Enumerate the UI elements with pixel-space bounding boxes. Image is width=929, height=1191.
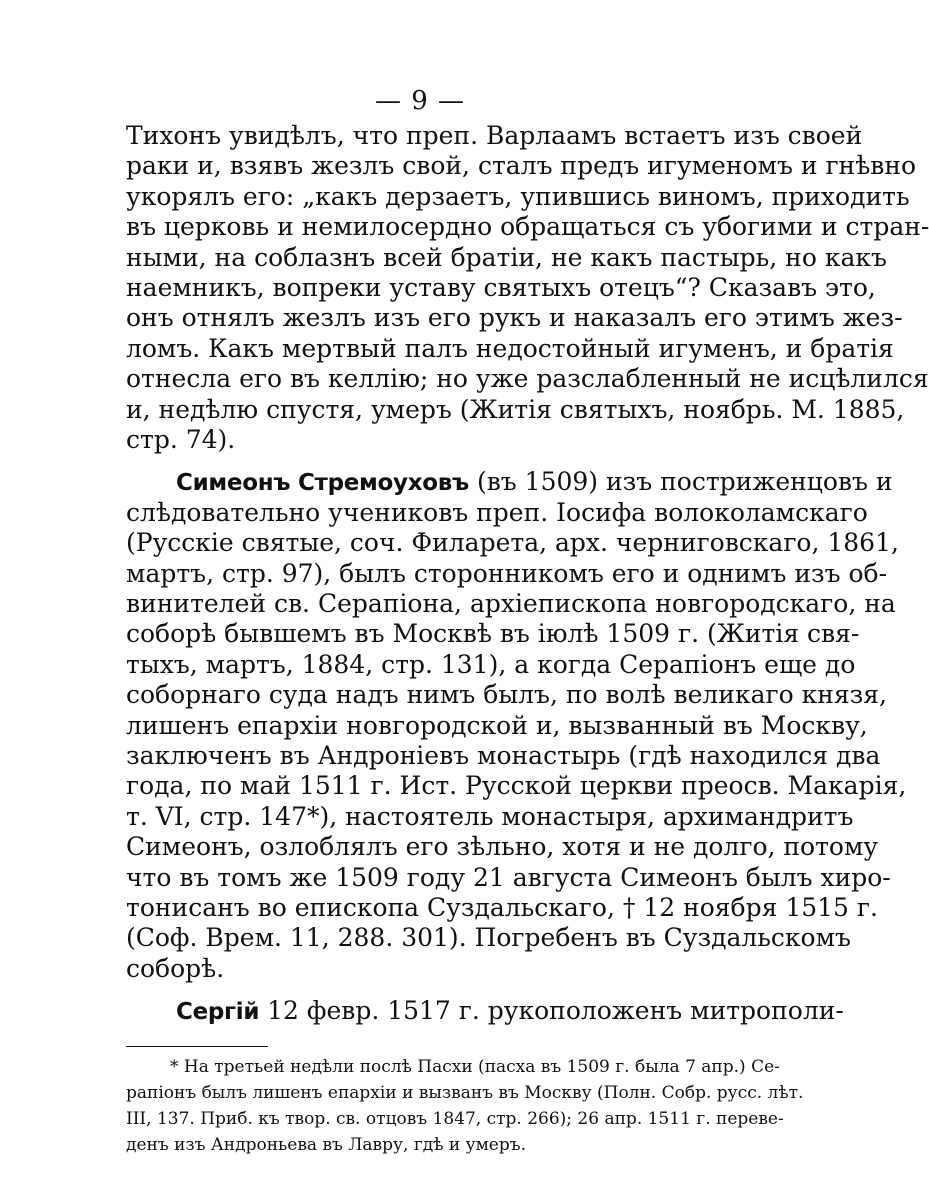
person-name-sergii: Сергій (176, 999, 260, 1025)
text-line: мартъ, стр. 97), былъ сторонникомъ его и однимъ изъ об- (126, 559, 888, 588)
text-line: стр. 74). (126, 425, 236, 454)
text-line: (Русскіе святые, соч. Филарета, арх. черниговскаго, 1861, (126, 528, 899, 557)
footnote-rule (126, 1046, 268, 1047)
page-number: — 9 — (374, 86, 466, 116)
footnote-line: рапіонъ былъ лишенъ епархіи и вызванъ въ Москву (Полн. Собр. русс. лѣт. (126, 1083, 804, 1103)
text-line: Тихонъ увидѣлъ, что преп. Варлаамъ встаетъ изъ своей (126, 121, 863, 150)
text-line: наемникъ, вопреки уставу святыхъ отецъ“? Сказавъ это, (126, 273, 876, 302)
paragraph-first-line (126, 996, 844, 1027)
text-line: Симеонъ, озлоблялъ его зѣльно, хотя и не долго, потому (126, 832, 879, 861)
text-line: соборѣ. (126, 954, 225, 983)
footnote-line: III, 137. Приб. къ твор. св. отцовъ 1847, стр. 266); 26 апр. 1511 г. переве- (126, 1109, 784, 1129)
text-line: слѣдовательно учениковъ преп. Іосифа волоколамскаго (126, 498, 868, 527)
text-line: заключенъ въ Андроніевъ монастырь (гдѣ находился два (126, 741, 881, 770)
text-line: тонисанъ во епископа Суздальскаго, † 12 ноября 1515 г. (126, 893, 878, 922)
footnote-line: * На третьей недѣли послѣ Пасхи (пасха въ 1509 г. была 7 апр.) Се- (170, 1057, 780, 1077)
text-line: тыхъ, мартъ, 1884, стр. 131), а когда Серапіонъ еще до (126, 650, 856, 679)
text-line: и, недѣлю спустя, умеръ (Житія святыхъ, ноябрь. М. 1885, (126, 395, 905, 424)
text-line: онъ отнялъ жезлъ изъ его рукъ и наказалъ его этимъ жез- (126, 303, 903, 332)
text-line: что въ томъ же 1509 году 21 августа Симеонъ былъ хиро- (126, 863, 891, 892)
text-line: ными, на соблазнъ всей братіи, не какъ пастырь, но какъ (126, 243, 887, 272)
paragraph-first-line (126, 467, 893, 498)
footnote-line: денъ изъ Андроньева въ Лавру, гдѣ и умеръ. (126, 1135, 526, 1155)
text-line: соборнаго суда надъ нимъ былъ, по волѣ великаго князя, (126, 680, 887, 709)
text-line: (Соф. Врем. 11, 288. 301). Погребенъ въ Суздальскомъ (126, 923, 851, 952)
text-line: ломъ. Какъ мертвый палъ недостойный игуменъ, и братія (126, 334, 894, 363)
text-line: т. VI, стр. 147*), настоятель монастыря, архимандритъ (126, 802, 854, 831)
text-run: 12 февр. 1517 г. рукоположенъ митрополи- (259, 996, 844, 1025)
text-run: (въ 1509) изъ постриженцовъ и (469, 467, 893, 496)
text-line: года, по май 1511 г. Ист. Русской церкви преосв. Макарія, (126, 771, 907, 800)
text-line: въ церковь и немилосердно обращаться съ убогими и стран- (126, 212, 929, 241)
text-line: укорялъ его: „какъ дерзаетъ, упившись виномъ, приходить (126, 182, 910, 211)
text-line: винителей св. Серапіона, архіепископа новгородскаго, на (126, 589, 896, 618)
person-name-simeon: Симеонъ Стремоуховъ (176, 470, 470, 496)
text-line: раки и, взявъ жезлъ свой, сталъ предъ игуменомъ и гнѣвно (126, 151, 917, 180)
text-line: соборѣ бывшемъ въ Москвѣ въ іюлѣ 1509 г. (Житія свя- (126, 619, 860, 648)
text-line: отнесла его въ келлію; но уже разслабленный не исцѣлился (126, 364, 929, 393)
text-line: лишенъ епархіи новгородской и, вызванный въ Москву, (126, 711, 868, 740)
